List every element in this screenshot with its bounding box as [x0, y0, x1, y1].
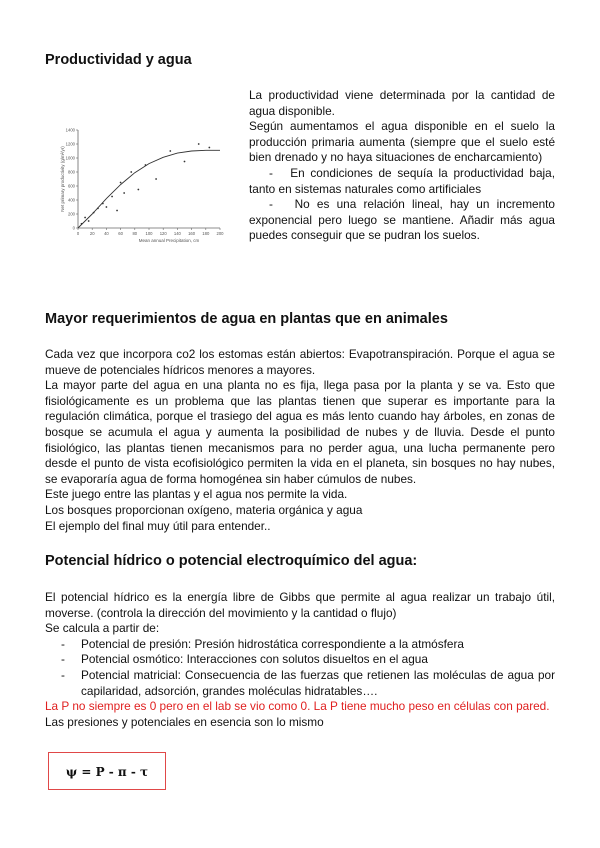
data-point [106, 206, 108, 208]
data-point [81, 223, 83, 225]
bullet-text: En condiciones de sequía la productividad baja, tanto en sistemas naturales como artificiales [249, 165, 555, 196]
precipitation-productivity-chart [58, 120, 228, 245]
x-axis-label: Mean annual Precipitation, cm [138, 238, 200, 243]
y-tick-label: 600 [68, 183, 75, 189]
paragraph: La mayor parte del agua en una planta no es fija, llega pasa por la planta y se va. Esto que fisiológicamente es un problema que las plantas tienen que superar es importante para la regulación climática, porque el trasiego del agua es más lento cuando hay árboles, en zonas de bosque se acumula el agua y aumenta la posibilidad de nubes y de lluvia. Desde el punto fisiológico, las plantas tienen mecanismos para no perder agua, una lucha permanente pero desde el punto de vista ecofisiológico permiten la vida en el planeta, sin bosques no hay nubes, se evaporaría agua de forma homogénea sin haber cúmulos de nubes. [45, 378, 555, 486]
y-tick-label: 0 [72, 225, 75, 231]
data-point [137, 189, 139, 191]
data-point [97, 208, 99, 210]
y-tick-label: 1000 [65, 155, 75, 161]
paragraph: Este juego entre las plantas y el agua nos permite la vida. [45, 487, 348, 502]
data-point [198, 143, 200, 145]
trend-curve [78, 150, 220, 228]
bullet-item [61, 668, 555, 699]
bullet-text: Potencial osmótico: Interacciones con solutos disueltos en el agua [81, 652, 428, 667]
section1-text [249, 88, 555, 244]
data-point [84, 217, 86, 219]
y-axis-label: Net primary productivity (g/m²/yr) [60, 146, 65, 212]
y-tick-label: 800 [68, 169, 75, 175]
y-tick-label: 1200 [65, 141, 75, 147]
data-point [169, 150, 171, 152]
bullet-text: Potencial matricial: Consecuencia de las fuerzas que retienen las moléculas de agua por capilaridad, adsorción, grandes moléculas hidratables…. [81, 667, 555, 698]
data-point [88, 220, 90, 222]
paragraph: La productividad viene determinada por la cantidad de agua disponible. [249, 88, 555, 118]
bullet-item [249, 166, 555, 197]
section3-text [45, 590, 555, 730]
data-point [116, 210, 118, 212]
water-potential-formula: ψ = P - π - τ [65, 765, 149, 779]
paragraph: Cada vez que incorpora co2 los estomas están abiertos: Evapotranspiración. Porque el agua se mueve de potenciales hídricos menores a mayores. [45, 347, 555, 377]
bullet-item [61, 652, 555, 668]
data-point [155, 178, 157, 180]
y-tick-label: 400 [68, 197, 75, 203]
data-point [102, 203, 104, 205]
x-tick-label: 140 [173, 231, 181, 236]
x-tick-label: 20 [89, 231, 95, 236]
bullet-text: No es una relación lineal, hay un incremento exponencial pero luego se mantiene. Añadir más agua puedes conseguir que se pudran los suelos. [249, 197, 555, 243]
data-point [120, 182, 122, 184]
x-tick-label: 200 [216, 231, 224, 236]
x-tick-label: 180 [202, 231, 210, 236]
data-point [130, 171, 132, 173]
red-note: La P no siempre es 0 pero en el lab se vio como 0. La P tiene mucho peso en células con pared. [45, 699, 550, 714]
bullet-text: Potencial de presión: Presión hidrostática correspondiente a la atmósfera [81, 636, 464, 651]
y-tick-label: 200 [68, 211, 75, 217]
paragraph: El potencial hídrico es la energía libre de Gibbs que permite al agua realizar un trabajo útil, moverse. (controla la dirección del movimiento y la cantidad o flujo) [45, 590, 555, 620]
x-tick-label: 100 [145, 231, 153, 236]
bullet-list [45, 637, 555, 699]
paragraph: Las presiones y potenciales en esencia son lo mismo [45, 714, 324, 729]
x-tick-label: 160 [188, 231, 196, 236]
bullet-dash: - [61, 667, 65, 682]
section2-text [45, 347, 555, 534]
x-tick-label: 60 [118, 231, 123, 236]
formula-box [48, 752, 166, 790]
bullet-item [249, 197, 555, 244]
paragraph: Los bosques proporcionan oxígeno, materia orgánica y agua [45, 502, 363, 517]
paragraph: Según aumentamos el agua disponible en el suelo la producción primaria aumenta (siempre que el suelo esté bien drenado y no haya situaciones de encharcamiento) [249, 119, 555, 165]
data-point [208, 147, 210, 149]
bullet-dash: - [269, 165, 291, 180]
section-title-requerimientos: Mayor requerimientos de agua en plantas que en animales [45, 311, 448, 327]
chart-svg [58, 120, 228, 245]
y-tick-label: 1400 [65, 127, 75, 133]
data-point [111, 196, 113, 198]
bullet-dash: - [61, 652, 65, 667]
x-tick-label: 120 [159, 231, 167, 236]
data-point [93, 212, 95, 214]
bullet-dash: - [269, 197, 295, 212]
data-point [184, 161, 186, 163]
x-tick-label: 80 [132, 231, 138, 236]
section-title-potencial-hidrico: Potencial hídrico o potencial electroquímico del agua: [45, 553, 418, 569]
paragraph: El ejemplo del final muy útil para entender.. [45, 518, 271, 533]
bullet-dash: - [61, 636, 65, 651]
bullet-item [61, 637, 555, 653]
x-tick-label: 40 [104, 231, 109, 236]
data-point [123, 192, 125, 194]
paragraph: Se calcula a partir de: [45, 621, 160, 636]
section-title-productividad: Productividad y agua [45, 52, 192, 68]
data-point [145, 164, 147, 166]
x-tick-label: 0 [76, 231, 80, 236]
